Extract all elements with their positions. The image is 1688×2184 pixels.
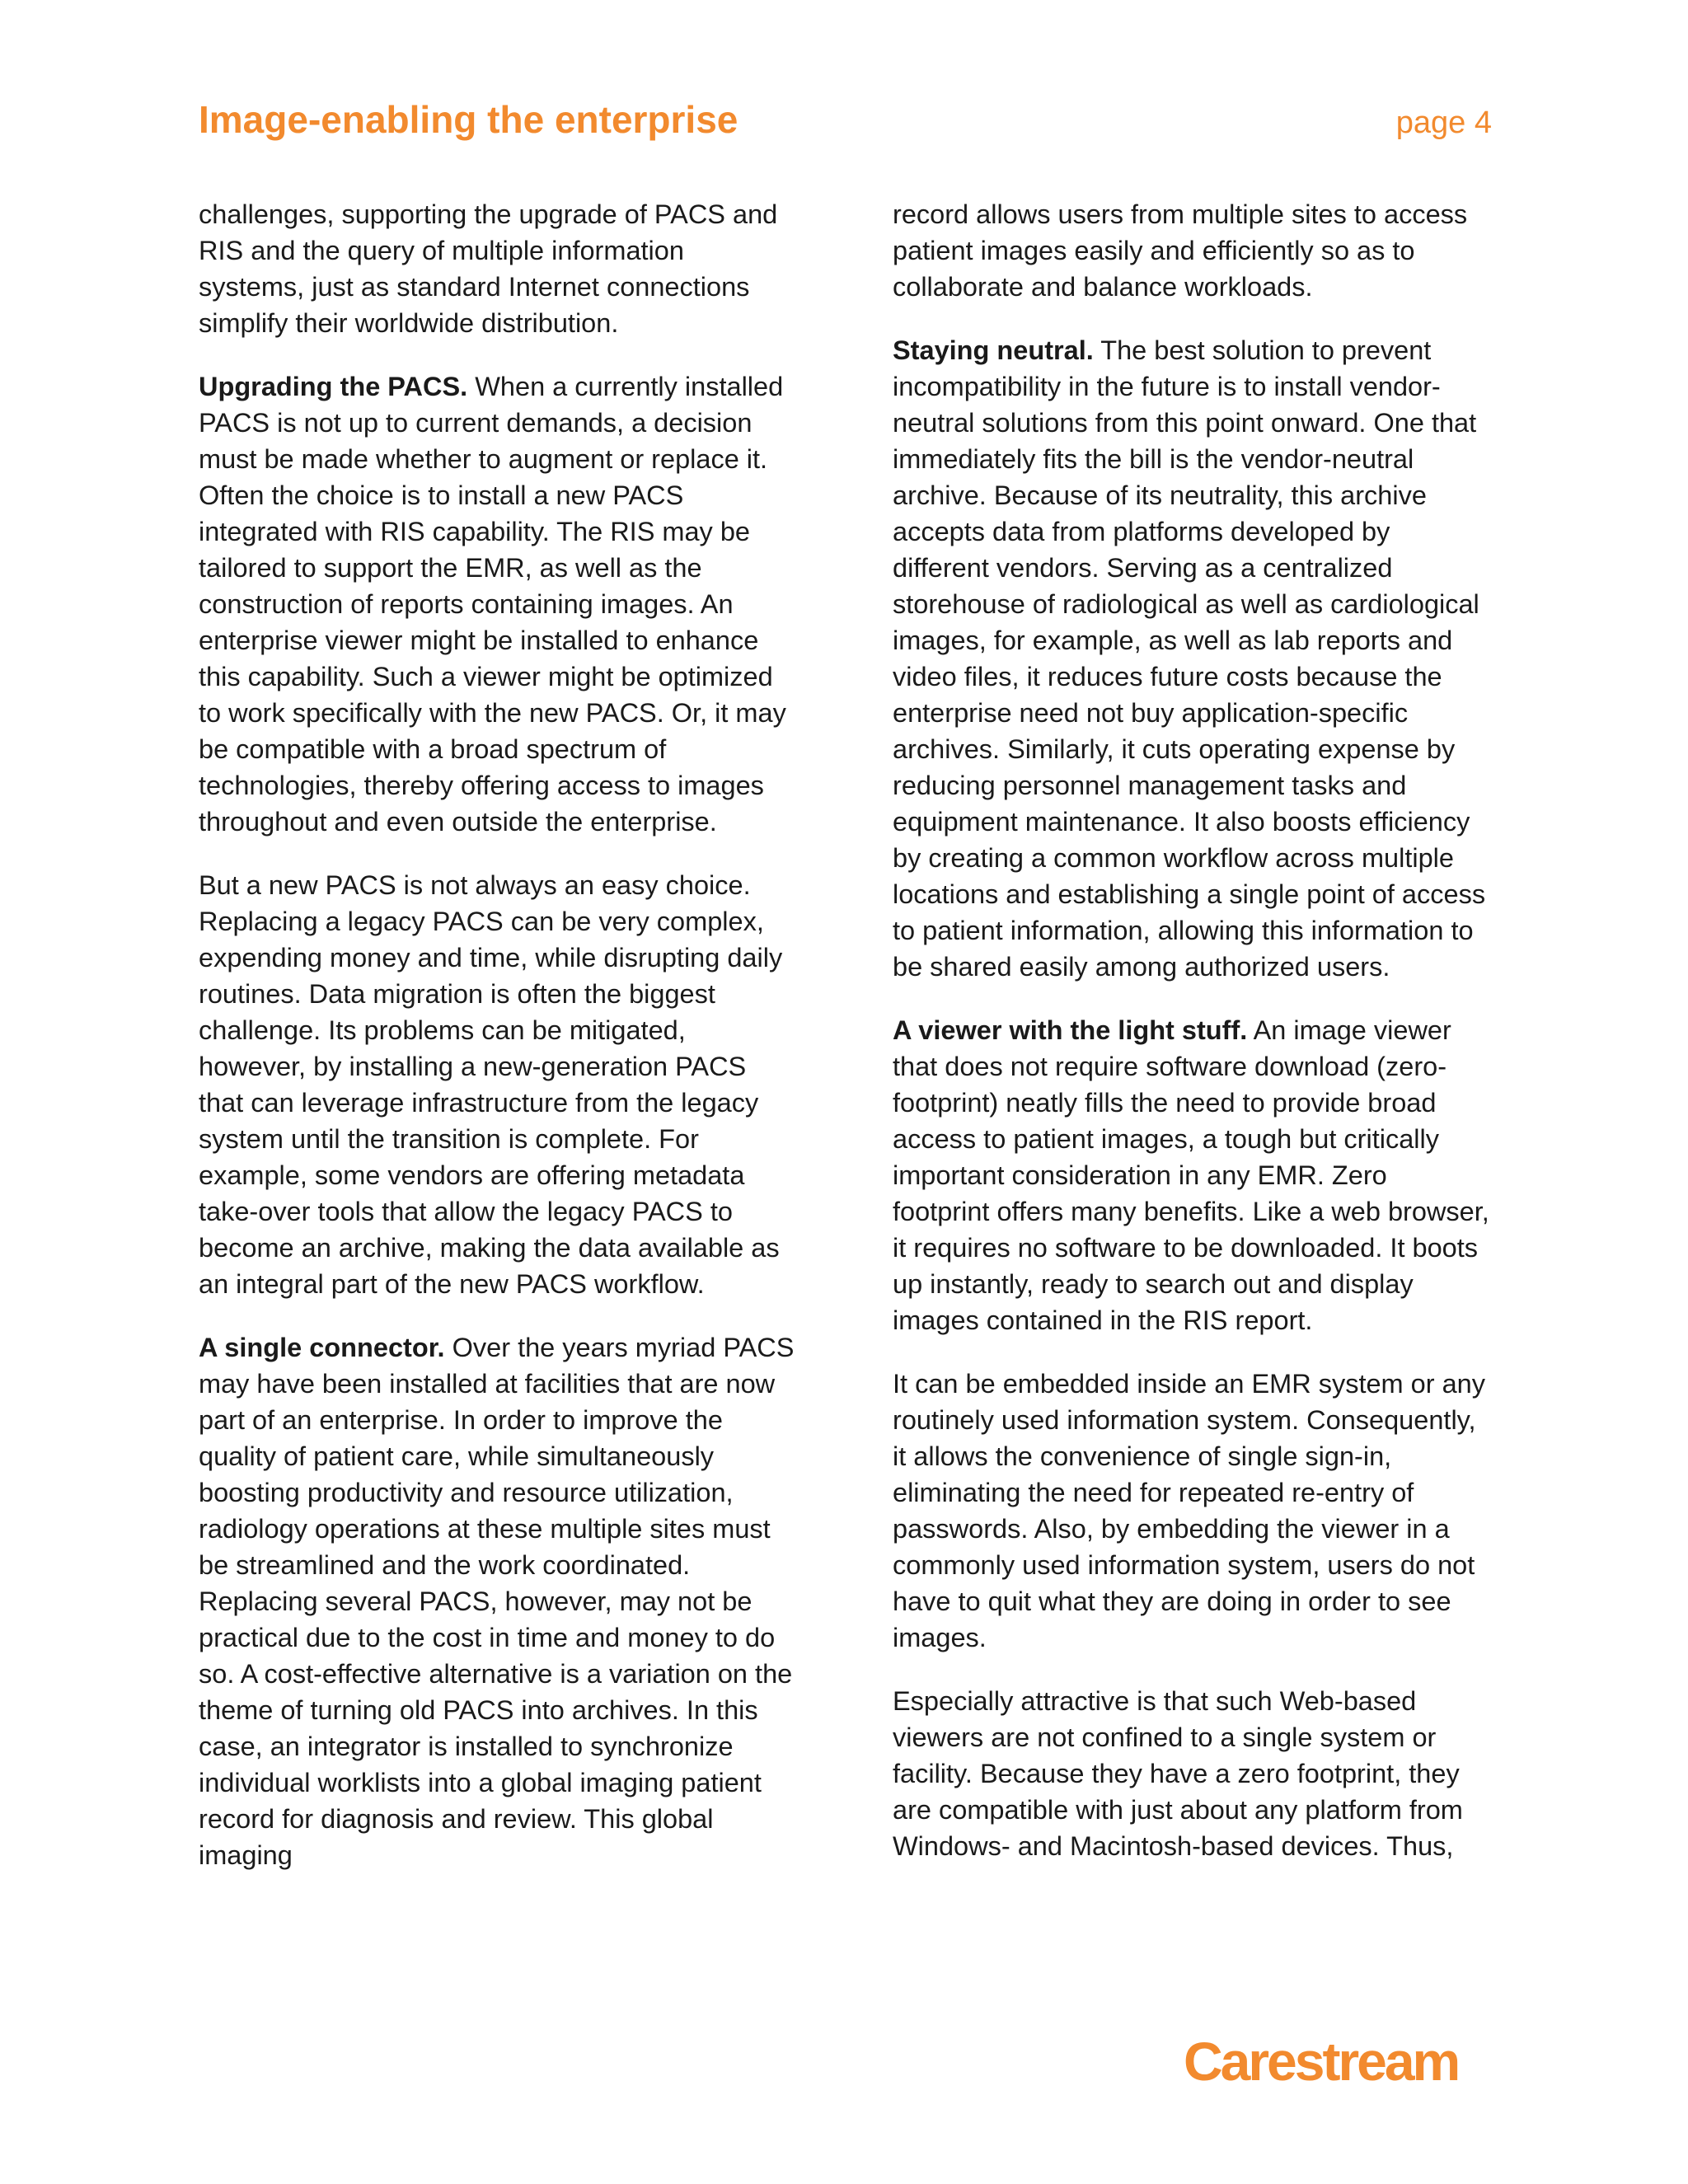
right-column	[893, 196, 1490, 1891]
paragraph	[199, 1329, 796, 1873]
paragraph-body: The best solution to prevent incompatibility in the future is to install vendor-neutral solutions from this point onward. One that immediately fits the bill is the vendor-neutral archive. Because of its neutrality, this archive accepts data from platforms developed by different vendors. Serving as a centralized storehouse of radiological as well as cardiological images, for example, as well as lab reports and video files, it reduces future costs because the enterprise need not buy application-specific archives. Similarly, it cuts operating expense by reducing personnel management tasks and equipment maintenance. It also boosts efficiency by creating a common workflow across multiple locations and establishing a single point of access to patient information, allowing this information to be shared easily among authorized users.	[893, 335, 1486, 982]
section-heading: A viewer with the light stuff.	[893, 1015, 1248, 1045]
left-column	[199, 196, 796, 1900]
paragraph: Especially attractive is that such Web-based viewers are not confined to a single system or facility. Because they have a zero footprint, they are compatible with just about any platform from Windows- and Macintosh-based devices. Thus,	[893, 1686, 1463, 1861]
paragraph	[893, 1012, 1490, 1338]
paragraph-body: When a currently installed PACS is not up to current demands, a decision must be made whether to augment or replace it. Often the choice is to install a new PACS integrated with RIS capability. The RIS may be tailored to support the EMR, as well as the construction of reports containing images. An enterprise viewer might be installed to enhance this capability. Such a viewer might be optimized to work specifically with the new PACS. Or, it may be compatible with a broad spectrum of technologies, thereby offering access to images throughout and even outside the enterprise.	[199, 372, 786, 837]
page-number: page 4	[1395, 105, 1492, 140]
paragraph: challenges, supporting the upgrade of PACS and RIS and the query of multiple information systems, just as standard Internet connections simplify their worldwide distribution.	[199, 199, 778, 338]
section-heading: Upgrading the PACS.	[199, 372, 468, 401]
paragraph: It can be embedded inside an EMR system or any routinely used information system. Consequently, it allows the convenience of single sign-in, eliminating the need for repeated re-entry of passwords. Also, by embedding the viewer in a commonly used information system, users do not have to quit what they are doing in order to see images.	[893, 1369, 1485, 1652]
paragraph	[199, 368, 796, 840]
paragraph-body: An image viewer that does not require software download (zero-footprint) neatly fills the need to provide broad access to patient images, a tough but critically important consideration in any EMR. Zero footprint offers many benefits. Like a web browser, it requires no software to be downloaded. It boots up instantly, ready to search out and display images contained in the RIS report.	[893, 1015, 1489, 1335]
paragraph: But a new PACS is not always an easy choice. Replacing a legacy PACS can be very complex, expending money and time, while disrupting daily routines. Data migration is often the biggest challenge. Its problems can be mitigated, however, by installing a new-generation PACS that can leverage infrastructure from the legacy system until the transition is complete. For example, some vendors are offering metadata take-over tools that allow the legacy PACS to become an archive, making the data available as an integral part of the new PACS workflow.	[199, 870, 783, 1299]
paragraph: record allows users from multiple sites to access patient images easily and efficiently so as to collaborate and balance workloads.	[893, 199, 1468, 302]
section-heading: Staying neutral.	[893, 335, 1094, 365]
page-title: Image-enabling the enterprise	[199, 98, 738, 141]
carestream-logo: Carestream	[1184, 2031, 1459, 2092]
paragraph	[893, 332, 1490, 985]
section-heading: A single connector.	[199, 1333, 445, 1362]
paragraph-body: Over the years myriad PACS may have been installed at facilities that are now part of an enterprise. In order to improve the quality of patient care, while simultaneously boosting productivity and resource utilization, radiology operations at these multiple sites must be streamlined and the work coordinated. Replacing several PACS, however, may not be practical due to the cost in time and money to do so. A cost-effective alternative is a variation on the theme of turning old PACS into archives. In this case, an integrator is installed to synchronize individual worklists into a global imaging patient record for diagnosis and review. This global imaging	[199, 1333, 795, 1870]
